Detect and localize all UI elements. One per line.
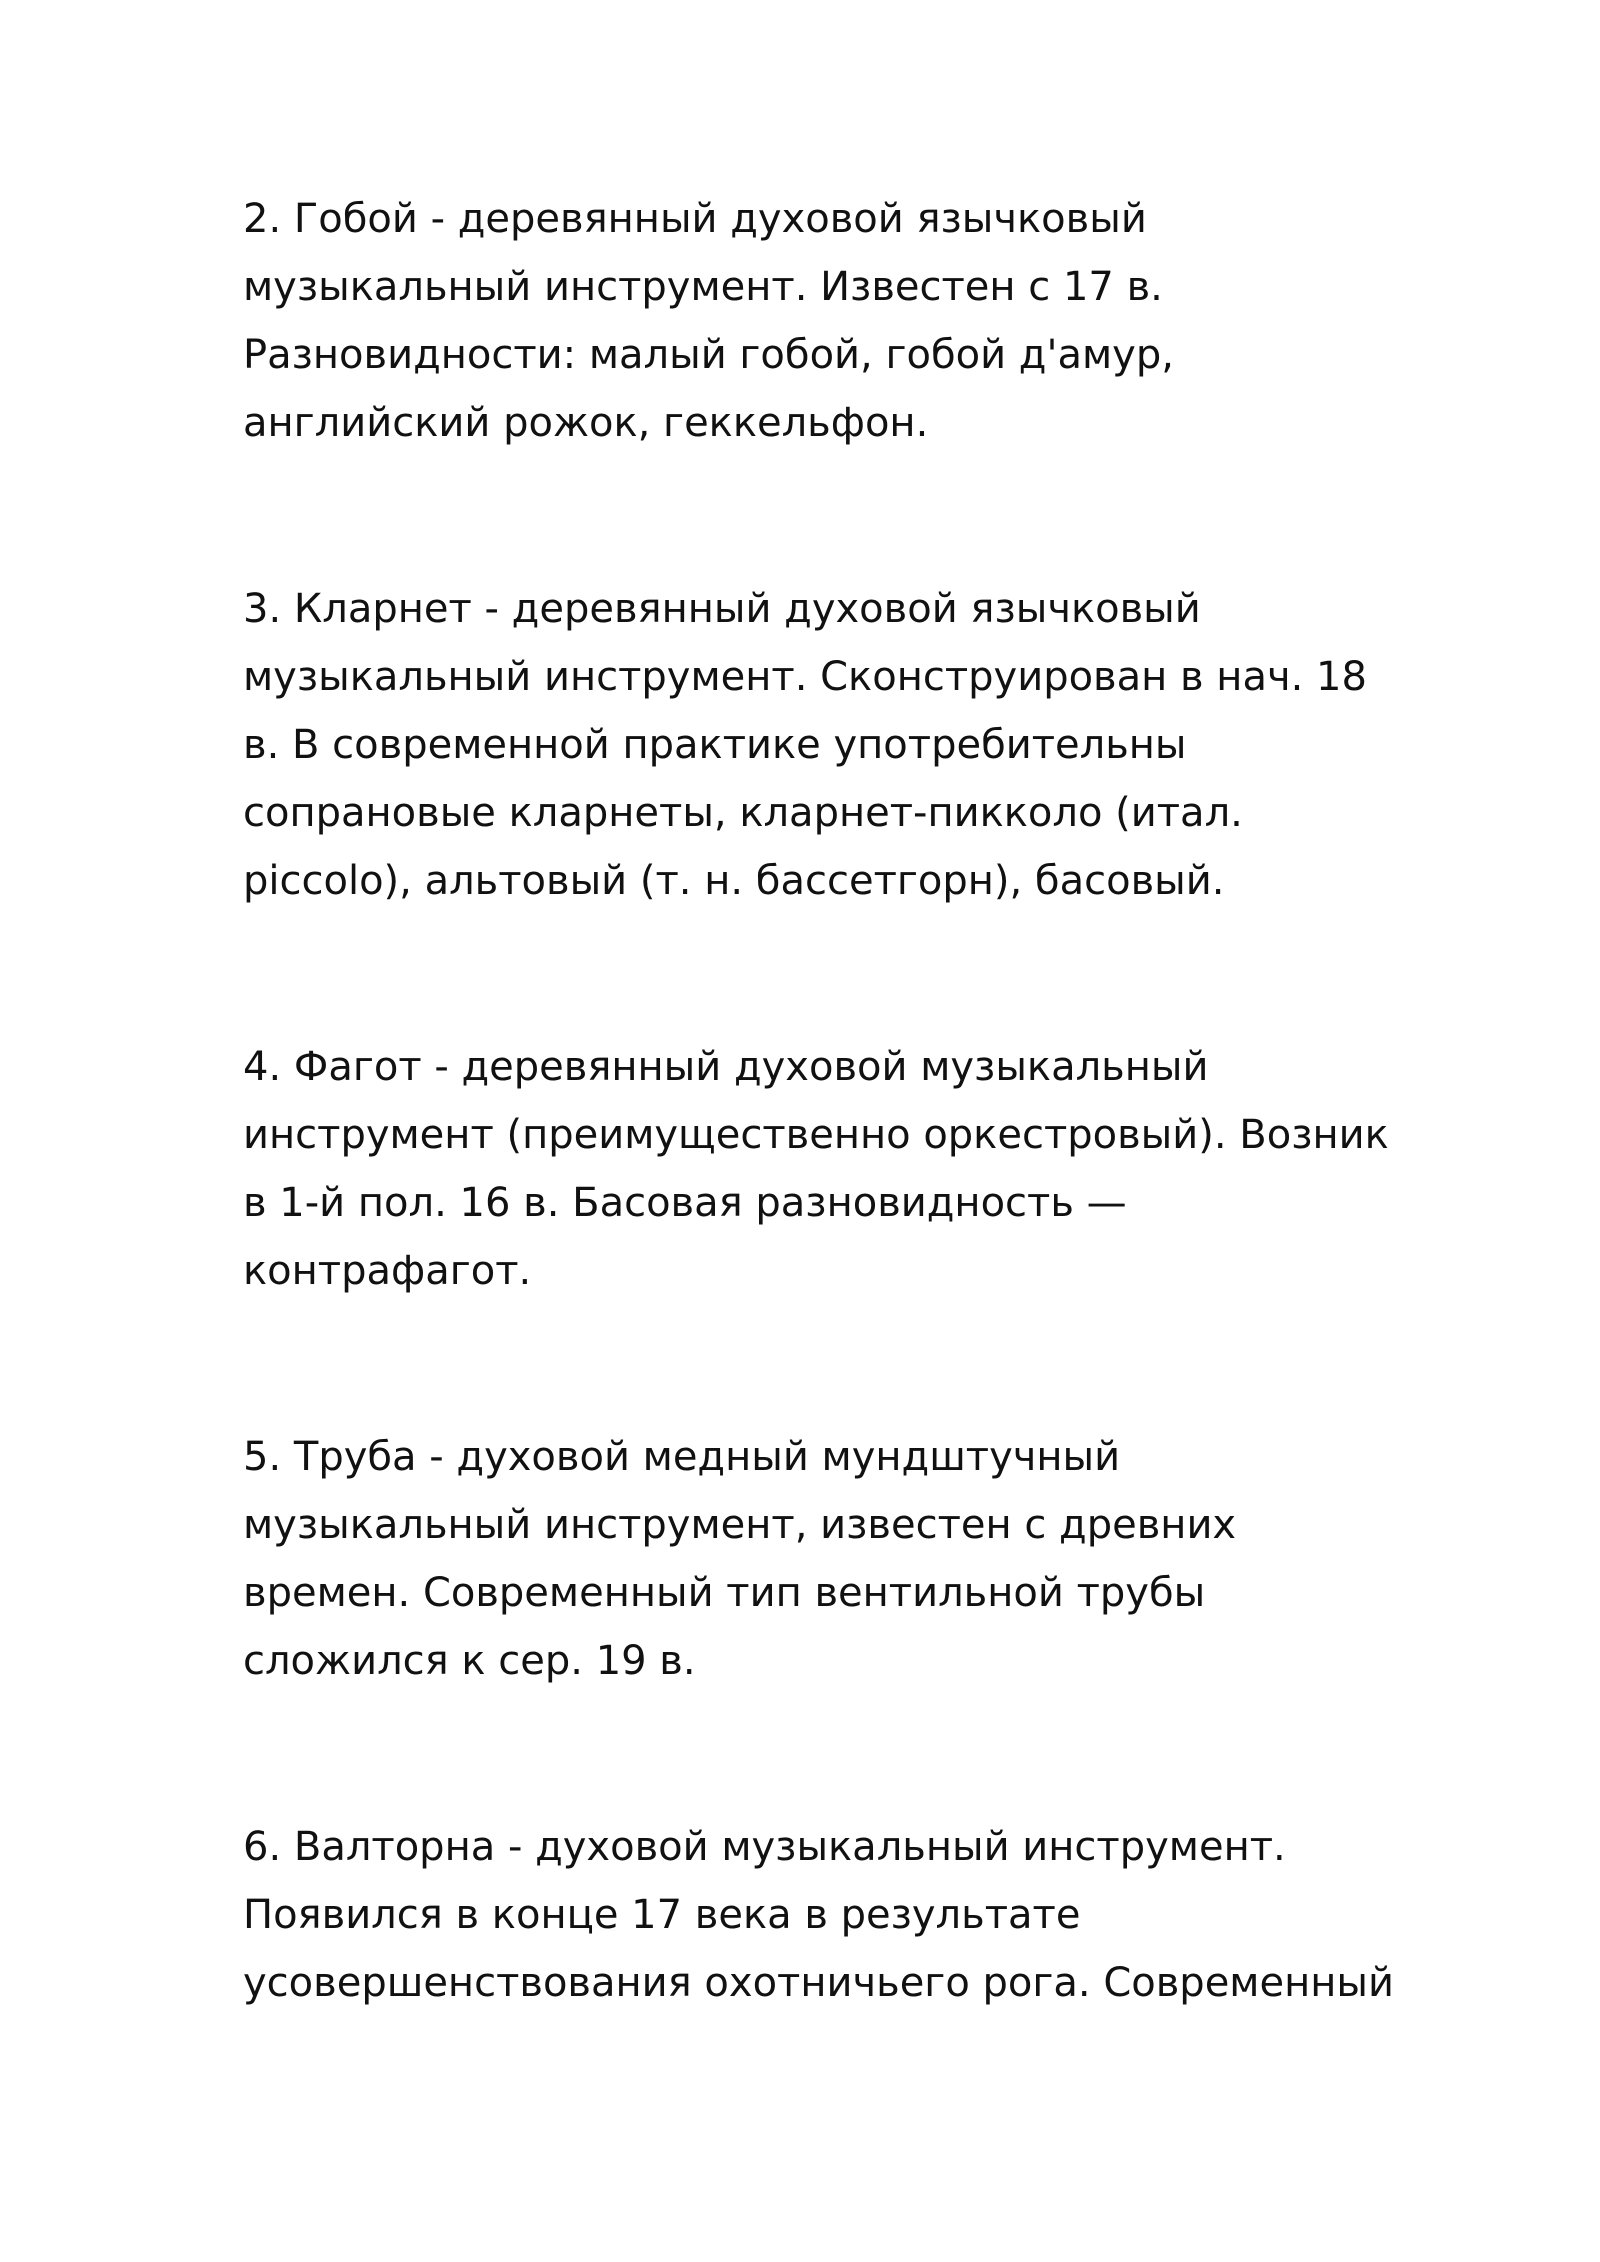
text-line: piccolo), альтовый (т. н. бассетгорн), басовый. <box>243 858 1225 904</box>
text-line: контрафагот. <box>243 1248 532 1294</box>
text-line: сопрановые кларнеты, кларнет-пикколо (итал. <box>243 790 1243 836</box>
text-line: 3. Кларнет - деревянный духовой язычковый <box>243 586 1201 632</box>
paragraph-bassoon <box>243 1033 1393 1305</box>
document-body <box>243 185 1393 2135</box>
text-line: инструмент (преимущественно оркестровый). Возник <box>243 1112 1389 1158</box>
text-line: 6. Валторна - духовой музыкальный инструмент. <box>243 1824 1286 1870</box>
text-line: времен. Современный тип вентильной трубы <box>243 1570 1206 1616</box>
text-line: 4. Фагот - деревянный духовой музыкальный <box>243 1044 1209 1090</box>
text-line: 2. Гобой - деревянный духовой язычковый <box>243 196 1147 242</box>
text-line: музыкальный инструмент, известен с древних <box>243 1502 1237 1548</box>
text-line: музыкальный инструмент. Известен с 17 в. <box>243 264 1163 310</box>
text-line: в. В современной практике употребительны <box>243 722 1187 768</box>
text-line: английский рожок, геккельфон. <box>243 400 929 446</box>
paragraph-trumpet <box>243 1423 1393 1695</box>
text-line: музыкальный инструмент. Сконструирован в нач. 18 <box>243 654 1367 700</box>
paragraph-clarinet <box>243 575 1393 915</box>
text-line: сложился к сер. 19 в. <box>243 1638 696 1684</box>
paragraph-french-horn <box>243 1813 1393 2017</box>
text-line: Разновидности: малый гобой, гобой д'амур, <box>243 332 1174 378</box>
text-line: Появился в конце 17 века в результате <box>243 1892 1081 1938</box>
paragraph-oboe <box>243 185 1393 457</box>
text-line: в 1-й пол. 16 в. Басовая разновидность — <box>243 1180 1127 1226</box>
text-line: усовершенствования охотничьего рога. Современный <box>243 1960 1394 2006</box>
text-line: 5. Труба - духовой медный мундштучный <box>243 1434 1121 1480</box>
